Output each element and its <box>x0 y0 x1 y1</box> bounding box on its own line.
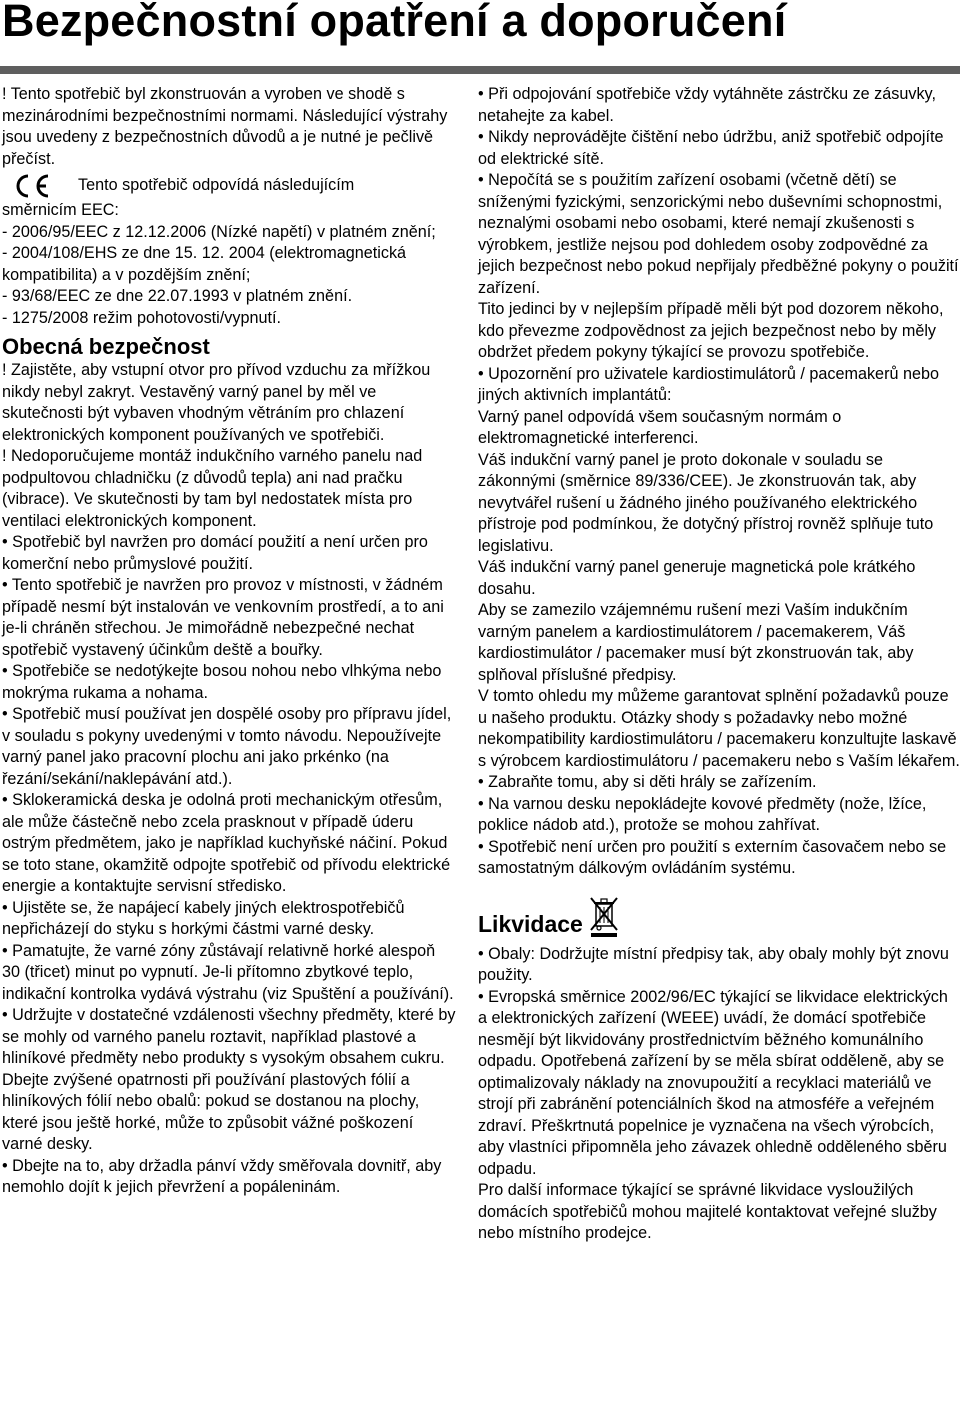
safety-paragraph: V tomto ohledu my můžeme garantovat splnění požadavků pouze u našeho produktu. Otázky shody s požadavky nebo možné nekompatibility kardiostimulátoru / pacemakeru konzultujte laskavě s výrobcem kardiostimulátoru / pacemakeru nebo s Vaším lékařem. <box>478 687 960 770</box>
disposal-paragraph: • Evropská směrnice 2002/96/EC týkající se likvidace elektrických a elektronických zařízení (WEEE) uvádí, že domácí spotřebiče nesmějí být likvidovány prostřednictvím běžného komunálního odpadu. Opotřebená zařízení by se měla sbírat odděleně, aby se optimalizovaly náklady na znovupoužití a recyklaci materiálů ve strojí při zabránění potenciálních škod na atmosféře a veřejném zdraví. Přeškrtnutá popelnice je vyznačena na všech výrobcích, aby vlastníci připomněla jeho závazek ohledně odděleného sběru odpadu. <box>478 987 948 1178</box>
safety-paragraph: ! Zajistěte, aby vstupní otvor pro přívod vzduchu za mřížkou nikdy nebyl zakryt. Vestavěný varný panel by měl ve skutečnosti být vybaven vhodným větráním pro chlazení elektronických komponent používaných ve spotřebiči. <box>2 361 431 444</box>
safety-paragraph: • Pamatujte, že varné zóny zůstávají relativně horké alespoň 30 (třicet) minut po vypnutí. Je-li přítomno zbytkové teplo, indikační kontrolka vydává výstrahu (viz Spuštění a používání). <box>2 941 454 1003</box>
directive-item: - 2006/95/EEC z 12.12.2006 (Nízké napětí) v platném znění; <box>2 222 436 241</box>
ce-text-continued: směrnicím EEC: <box>2 201 119 219</box>
header-rule <box>0 66 960 74</box>
left-column <box>2 84 456 1199</box>
safety-paragraph: • Sklokeramická deska je odolná proti mechanickým otřesům, ale může částečně nebo zcela prasknout v případě úderu ostrým předmětem, jako je například kuchyňské náčiní. Pokud se toto stane, okamžitě odpojte spotřebič od přívodu elektrické energie a kontaktujte servisní středisko. <box>2 791 451 895</box>
section-heading-disposal: Likvidace <box>478 910 583 937</box>
safety-paragraph: • Tento spotřebič je navržen pro provoz v místnosti, v žádném případě nesmí být instalován ve venkovním prostředí, a to ani je-li chráněn střechou. Je mimořádně nebezpečné nechat spotřebič vystavený účinkům deště a bouřky. <box>2 576 444 659</box>
safety-paragraph: Varný panel odpovídá všem současným normám o elektromagnetické interferenci. <box>478 407 842 447</box>
section-heading-general-safety: Obecná bezpečnost <box>2 334 210 359</box>
safety-paragraph: ! Nedoporučujeme montáž indukčního varného panelu nad podpultovou chladničku (z důvodů tepla) ani nad pračku (vibrace). Ve skutečnosti by tam byl nedostatek místa pro ventilaci elektronických komponent. <box>2 447 423 530</box>
safety-paragraph: • Ujistěte se, že napájecí kabely jiných elektrospotřebičů nepřicházejí do styku s horkými částmi varné desky. <box>2 898 405 938</box>
right-column <box>478 84 960 1245</box>
ce-mark-icon <box>14 172 54 200</box>
directive-item: - 1275/2008 režim pohotovosti/vypnutí. <box>2 308 281 327</box>
intro-paragraph: ! Tento spotřebič byl zkonstruován a vyroben ve shodě s mezinárodními bezpečnostními normami. Následující výstrahy jsou uvedeny z bezpečnostních důvodů a je nutné je pečlivě přečíst. <box>2 85 448 168</box>
ce-text: Tento spotřebič odpovídá následujícím <box>78 176 355 195</box>
disposal-heading-row <box>478 894 960 938</box>
safety-paragraph: • Spotřebiče se nedotýkejte bosou nohou nebo vlhkýma nebo mokrýma rukama a nohama. <box>2 662 442 702</box>
safety-paragraph: • Spotřebič byl navržen pro domácí použití a není určen pro komerční nebo průmyslové použití. <box>2 533 428 573</box>
safety-paragraph: • Na varnou desku nepokládejte kovové předměty (nože, lžíce, poklice nádob atd.), protože se mohou zahřívat. <box>478 794 927 834</box>
ce-statement <box>2 172 456 200</box>
directive-item: - 93/68/EEC ze dne 22.07.1993 v platném znění. <box>2 287 353 305</box>
safety-paragraph: Váš indukční varný panel je proto dokonale v souladu se zákonnými (směrnice 89/336/CEE). Je zkonstruován tak, aby nevytvářel rušení u žádného jiného používaného elektrického přístroje pod podmínkou, že dotyčný přístroj rovněž splňuje tuto legislativu. <box>478 450 934 555</box>
safety-paragraph: • Spotřebič není určen pro použití s externím časovačem nebo se samostatným dálkovým ovládáním systému. <box>478 837 947 877</box>
safety-paragraph: • Upozornění pro uživatele kardiostimulátorů / pacemakerů nebo jiných aktivních implantátů: <box>478 364 939 404</box>
disposal-paragraph: • Obaly: Dodržujte místní předpisy tak, aby obaly mohly být znovu použity. <box>478 944 949 984</box>
directive-item: - 2004/108/EHS ze dne 15. 12. 2004 (elektromagnetická kompatibilita) a v pozdějším znění; <box>2 244 407 284</box>
safety-paragraph: Váš indukční varný panel generuje magnetická pole krátkého dosahu. <box>478 558 916 598</box>
safety-paragraph: • Spotřebič musí používat jen dospělé osoby pro přípravu jídel, v souladu s pokyny uvedenými v tomto návodu. Nepoužívejte varný panel jako pracovní plochu ani jako prkénko (na řezání/sekání/naklepávání atd.). <box>2 705 452 788</box>
disposal-paragraph: Pro další informace týkající se správné likvidace vysloužilých domácích spotřebičů mohou majitelé kontaktovat veřejné služby nebo místního prodejce. <box>478 1181 937 1242</box>
safety-paragraph: Aby se zamezilo vzájemnému rušení mezi Vaším indukčním varným panelem a kardiostimulátorem / pacemakerem, Váš kardiostimulátor / pacemaker musí být zkonstruován tak, aby splňoval příslušné předpisy. <box>478 601 914 684</box>
safety-paragraph: • Udržujte v dostatečné vzdálenosti všechny předměty, které by se mohly od varného panelu roztavit, například plastové a hliníkové předměty nebo produkty s vysokým obsahem cukru. Dbejte zvýšené opatrnosti při používání plastových fólií a hliníkových fólií nebo obalů: pokud se dostanou na plochy, které jsou ještě horké, může to způsobit vážné poškození varné desky. <box>2 1006 456 1153</box>
safety-paragraph: Tito jedinci by v nejlepším případě měli být pod dozorem někoho, kdo převezme zodpovědnost za jejich bezpečnost nebo by měly obdržet předem pokyny týkající se provozu spotřebiče. <box>478 300 944 361</box>
safety-paragraph: • Nikdy neprovádějte čištění nebo údržbu, aniž spotřebič odpojíte od elektrické sítě. <box>478 128 944 168</box>
safety-paragraph: • Zabraňte tomu, aby si děti hrály se zařízením. <box>478 773 817 791</box>
page-title: Bezpečnostní opatření a doporučení <box>2 0 787 46</box>
crossed-out-wheelie-bin-icon <box>587 894 621 938</box>
safety-paragraph: • Nepočítá se s použitím zařízení osobami (včetně dětí) se sníženými fyzickými, senzorickými nebo duševními schopnostmi, neznalými osobami nebo osobami, které nemají zkušenosti s výrobkem, jestliže nejsou pod dohledem osoby zodpovědné za jejich bezpečnost nebo pokud nepřijaly předběžné pokyny o použití zařízení. <box>478 171 959 297</box>
safety-paragraph: • Při odpojování spotřebiče vždy vytáhněte zástrčku ze zásuvky, netahejte za kabel. <box>478 85 936 125</box>
safety-paragraph: • Dbejte na to, aby držadla pánví vždy směřovala dovnitř, aby nemohlo dojít k jejich převržení a popáleninám. <box>2 1156 442 1196</box>
